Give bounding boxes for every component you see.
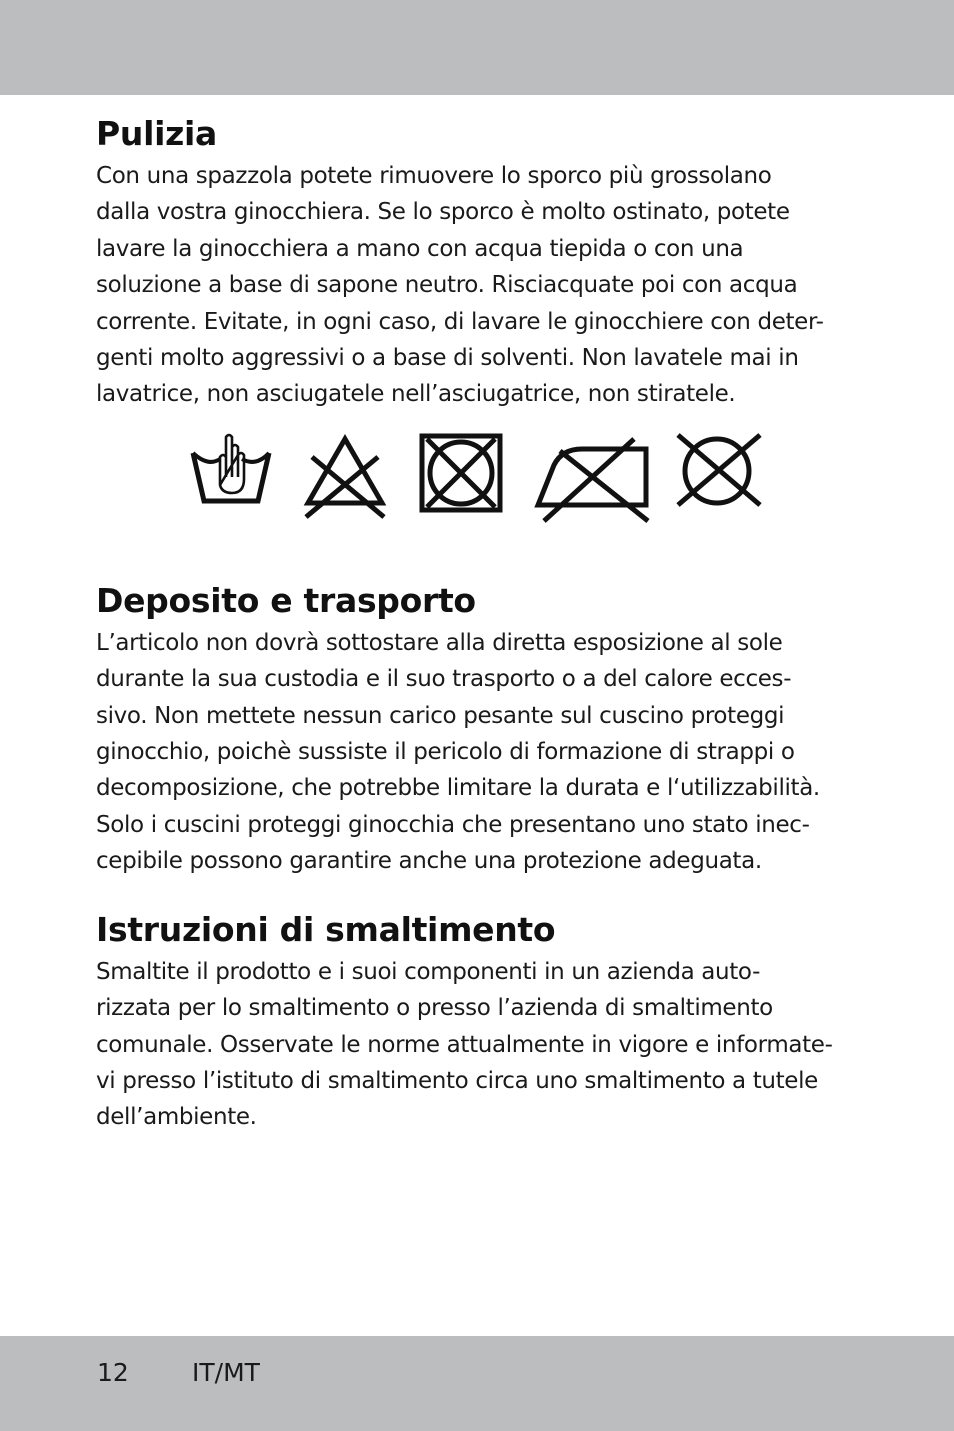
- footer-band: [0, 1336, 954, 1431]
- page-content: [96, 110, 866, 1136]
- cleaning-section: [96, 110, 866, 413]
- hand-wash-icon: [190, 433, 274, 513]
- cleaning-heading: Pulizia: [96, 114, 217, 153]
- disposal-text: Smaltite il prodotto e i suoi componenti in un azienda auto- rizzata per lo smaltimento o presso l’azienda di smaltimento comunale. Osservate le norme attualmente in vigore e informate- vi presso l’istituto di smaltimento circa uno smaltimento a tutele dell’ambiente.: [96, 958, 833, 1131]
- page-footer: [97, 1355, 260, 1391]
- disposal-section: [96, 906, 866, 1136]
- header-band: [0, 0, 954, 95]
- do-not-iron-icon: [534, 433, 650, 525]
- storage-section: [96, 577, 866, 880]
- storage-text: L’articolo non dovrà sottostare alla diretta esposizione al sole durante la sua custodia e il suo trasporto o a del calore ecces- sivo. Non mettete nessun carico pesante sul cuscino proteggi ginocchio, poichè sussiste il pericolo di formazione di strappi o decomposizione, che potrebbe limitare la durata e l‘utilizzabilità. Solo i cuscini proteggi ginocchia che presentano uno stato inec- cepibile possono garantire anche una protezione adeguata.: [96, 629, 820, 875]
- language-code: IT/MT: [192, 1358, 260, 1387]
- do-not-tumble-dry-icon: [419, 433, 503, 515]
- care-symbols-row: [96, 433, 866, 553]
- page-number: 12: [97, 1358, 129, 1387]
- do-not-dry-clean-icon: [674, 433, 764, 509]
- cleaning-text: Con una spazzola potete rimuovere lo sporco più grossolano dalla vostra ginocchiera. Se lo sporco è molto ostinato, potete lavare la ginocchiera a mano con acqua tiepida o con una soluzione a base di sapone neutro. Risciacquate poi con acqua corrente. Evitate, in ogni caso, di lavare le ginocchiere con deter- genti molto aggressivi o a base di solventi. Non lavatele mai in lavatrice, non asciugatele nell’asciugatrice, non stiratele.: [96, 163, 824, 408]
- do-not-bleach-icon: [302, 433, 388, 519]
- storage-heading: Deposito e trasporto: [96, 580, 476, 620]
- disposal-heading: Istruzioni di smaltimento: [96, 909, 556, 949]
